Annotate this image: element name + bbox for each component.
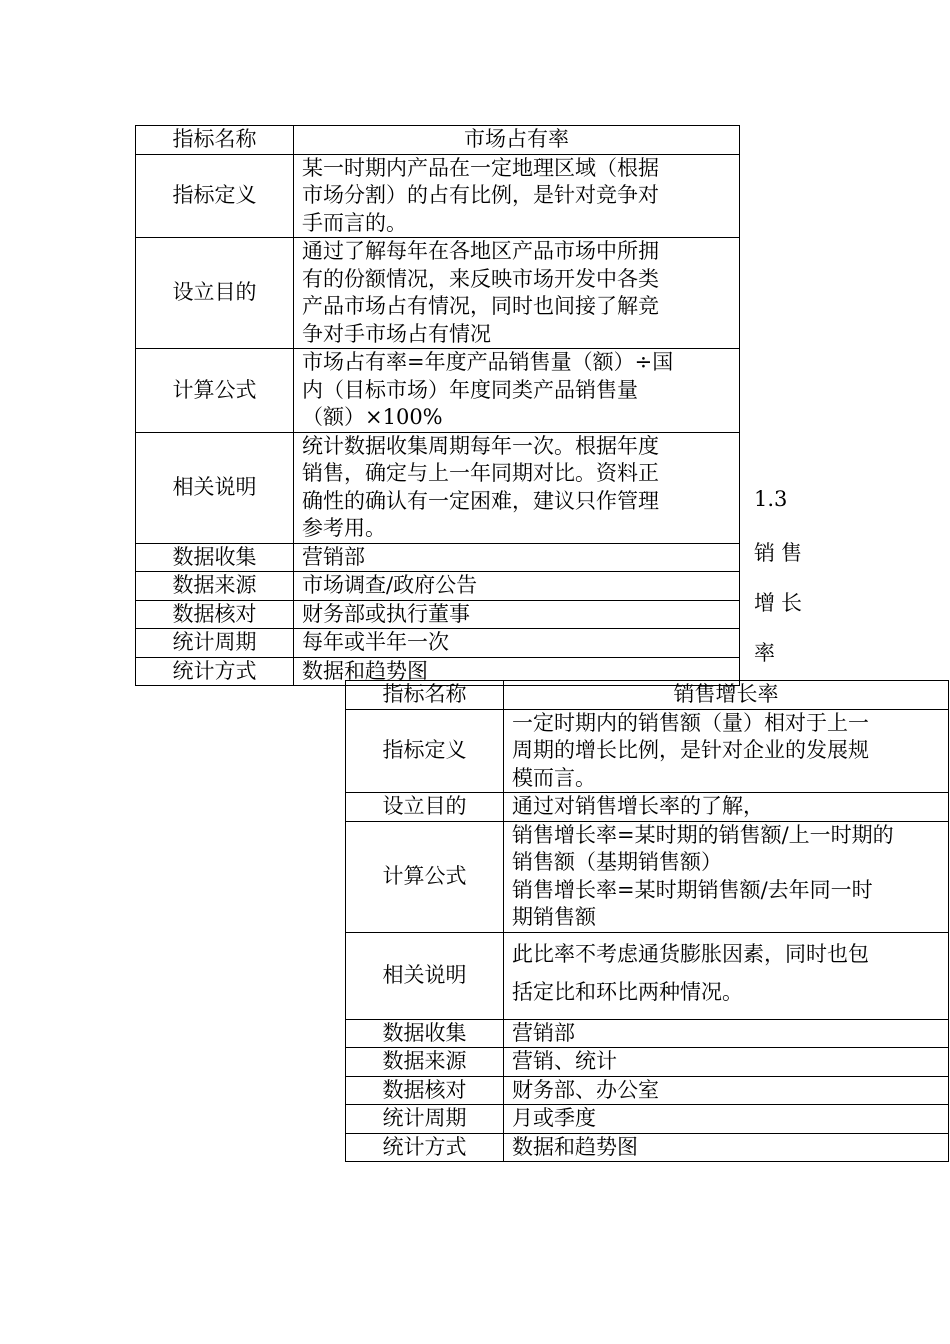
row-value: 财务部、办公室 xyxy=(504,1076,949,1105)
section-number: 1.3 xyxy=(754,487,788,511)
row-value xyxy=(294,238,740,349)
row-label: 相关说明 xyxy=(136,432,294,543)
table-row xyxy=(136,154,740,238)
row-label: 数据核对 xyxy=(136,600,294,629)
row-value: 数据和趋势图 xyxy=(504,1133,949,1162)
row-label: 计算公式 xyxy=(136,349,294,433)
row-value: 营销部 xyxy=(294,543,740,572)
row-label: 数据来源 xyxy=(346,1048,504,1077)
row-label: 设立目的 xyxy=(346,793,504,822)
section-title-line: 销售 xyxy=(754,541,808,565)
table-row xyxy=(136,349,740,433)
row-value: 每年或半年一次 xyxy=(294,629,740,658)
row-value xyxy=(504,821,949,932)
header-label: 指标名称 xyxy=(136,126,294,155)
row-label: 数据收集 xyxy=(346,1019,504,1048)
row-value: 市场调查/政府公告 xyxy=(294,572,740,601)
row-value xyxy=(294,349,740,433)
table-row xyxy=(346,1105,949,1134)
text-line: 销售增长率=某时期的销售额/上一时期的 xyxy=(512,822,894,847)
row-value: 通过对销售增长率的了解， xyxy=(504,793,949,822)
text-line: 参考用。 xyxy=(302,516,386,540)
row-label: 指标定义 xyxy=(346,709,504,793)
table-row xyxy=(346,1048,949,1077)
table-row xyxy=(136,126,740,155)
row-label: 计算公式 xyxy=(346,821,504,932)
header-value: 销售增长率 xyxy=(504,681,949,710)
table-row xyxy=(346,681,949,710)
text-line: 一定时期内的销售额（量）相对于上一 xyxy=(512,710,869,735)
row-label: 数据收集 xyxy=(136,543,294,572)
table-row xyxy=(346,932,949,1019)
row-value xyxy=(294,154,740,238)
table-row xyxy=(136,629,740,658)
row-label: 统计周期 xyxy=(346,1105,504,1134)
row-value: 营销部 xyxy=(504,1019,949,1048)
table-row xyxy=(136,572,740,601)
row-value: 营销、统计 xyxy=(504,1048,949,1077)
row-label: 数据来源 xyxy=(136,572,294,601)
text-line: 统计数据收集周期每年一次。根据年度 xyxy=(302,433,659,458)
text-line: （额）×100% xyxy=(302,405,443,429)
table-row xyxy=(136,238,740,349)
row-value: 财务部或执行董事 xyxy=(294,600,740,629)
row-value: 月或季度 xyxy=(504,1105,949,1134)
table-row xyxy=(346,1076,949,1105)
row-value xyxy=(294,432,740,543)
text-line: 此比率不考虑通货膨胀因素，同时也包 xyxy=(512,941,869,966)
row-label: 数据核对 xyxy=(346,1076,504,1105)
text-line: 内（目标市场）年度同类产品销售量 xyxy=(302,377,638,402)
text-line: 手而言的。 xyxy=(302,210,407,235)
section-title-line: 增长 xyxy=(754,591,808,615)
text-line: 争对手市场占有情况 xyxy=(302,321,491,346)
row-label: 指标定义 xyxy=(136,154,294,238)
text-line: 市场分割）的占有比例，是针对竞争对 xyxy=(302,183,659,207)
text-line: 周期的增长比例，是针对企业的发展规 xyxy=(512,738,869,762)
table-row xyxy=(346,1133,949,1162)
row-label: 相关说明 xyxy=(346,932,504,1019)
text-line: 销售增长率=某时期销售额/去年同一时 xyxy=(512,877,873,902)
row-value xyxy=(504,709,949,793)
text-line: 销售，确定与上一年同期对比。资料正 xyxy=(302,461,659,485)
text-line: 括定比和环比两种情况。 xyxy=(512,979,743,1004)
table-row xyxy=(136,432,740,543)
row-label: 统计方式 xyxy=(136,657,294,686)
table-row xyxy=(136,600,740,629)
text-line: 产品市场占有情况，同时也间接了解竞 xyxy=(302,294,659,318)
header-label: 指标名称 xyxy=(346,681,504,710)
sales-growth-table xyxy=(345,680,949,1162)
row-label: 设立目的 xyxy=(136,238,294,349)
text-line: 模而言。 xyxy=(512,765,596,790)
text-line: 通过了解每年在各地区产品市场中所拥 xyxy=(302,239,659,263)
table-row xyxy=(346,1019,949,1048)
text-line: 确性的确认有一定困难，建议只作管理 xyxy=(302,488,659,513)
table-row xyxy=(346,793,949,822)
section-title-line: 率 xyxy=(754,641,781,665)
text-line: 有的份额情况，来反映市场开发中各类 xyxy=(302,266,659,291)
row-label: 统计方式 xyxy=(346,1133,504,1162)
header-value: 市场占有率 xyxy=(294,126,740,155)
table-row xyxy=(346,821,949,932)
table-row xyxy=(136,543,740,572)
text-line: 市场占有率=年度产品销售量（额）÷国 xyxy=(302,350,674,374)
row-value: 数据和趋势图 xyxy=(294,657,740,686)
row-label: 统计周期 xyxy=(136,629,294,658)
text-line: 销售额（基期销售额） xyxy=(512,850,722,874)
market-share-table xyxy=(135,125,740,686)
table-row xyxy=(346,709,949,793)
text-line: 某一时期内产品在一定地理区域（根据 xyxy=(302,155,659,180)
text-line: 期销售额 xyxy=(512,905,596,929)
row-value xyxy=(504,932,949,1019)
